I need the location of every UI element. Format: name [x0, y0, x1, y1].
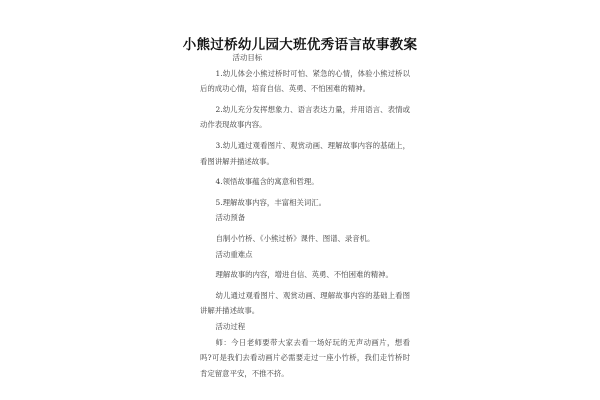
paragraph-key-point-2: 幼儿通过观看图片、观赏动画、理解故事内容的基础上看图讲解并描述故事。 — [200, 290, 410, 316]
paragraph-key-point-1: 理解故事的内容，增进自信、英勇、不怕困难的精神。 — [215, 270, 393, 280]
paragraph-goal-1: 1.幼儿体会小熊过桥时可怕、紧急的心情，体验小熊过桥以后的成功心情，培育自信、英勇、不怕困难的精神。 — [200, 68, 410, 94]
section-heading-process: 活动过程 — [215, 321, 246, 331]
paragraph-goal-5: 5.理解故事内容，丰富相关词汇。 — [215, 197, 327, 207]
paragraph-goal-4: 4.领悟故事蕴含的寓意和哲理。 — [215, 177, 319, 187]
paragraph-goal-2: 2.幼儿充分发挥想象力、语言表达力量，并用语言、表情或动作表现故事内容。 — [200, 104, 410, 130]
paragraph-preparation: 自制小竹桥、《小熊过桥》课件、图谱、录音机。 — [215, 233, 375, 243]
section-heading-key-points: 活动重难点 — [215, 249, 253, 259]
section-heading-preparation: 活动预备 — [215, 213, 246, 223]
paragraph-process-intro: 师：今日老师要带大家去看一场好玩的无声动画片，想看吗?可是我们去看动画片必需要走过一座小竹桥，我们走竹桥时肯定留意平安，不推不挤。 — [200, 337, 410, 378]
section-heading-goals: 活动目标 — [232, 53, 263, 62]
paragraph-goal-3: 3.幼儿通过观看图片、观赏动画、理解故事内容的基础上，看图讲解并描述故事。 — [200, 140, 410, 166]
document-title: 小熊过桥幼儿园大班优秀语言故事教案 — [182, 37, 418, 53]
document-body — [200, 50, 410, 381]
